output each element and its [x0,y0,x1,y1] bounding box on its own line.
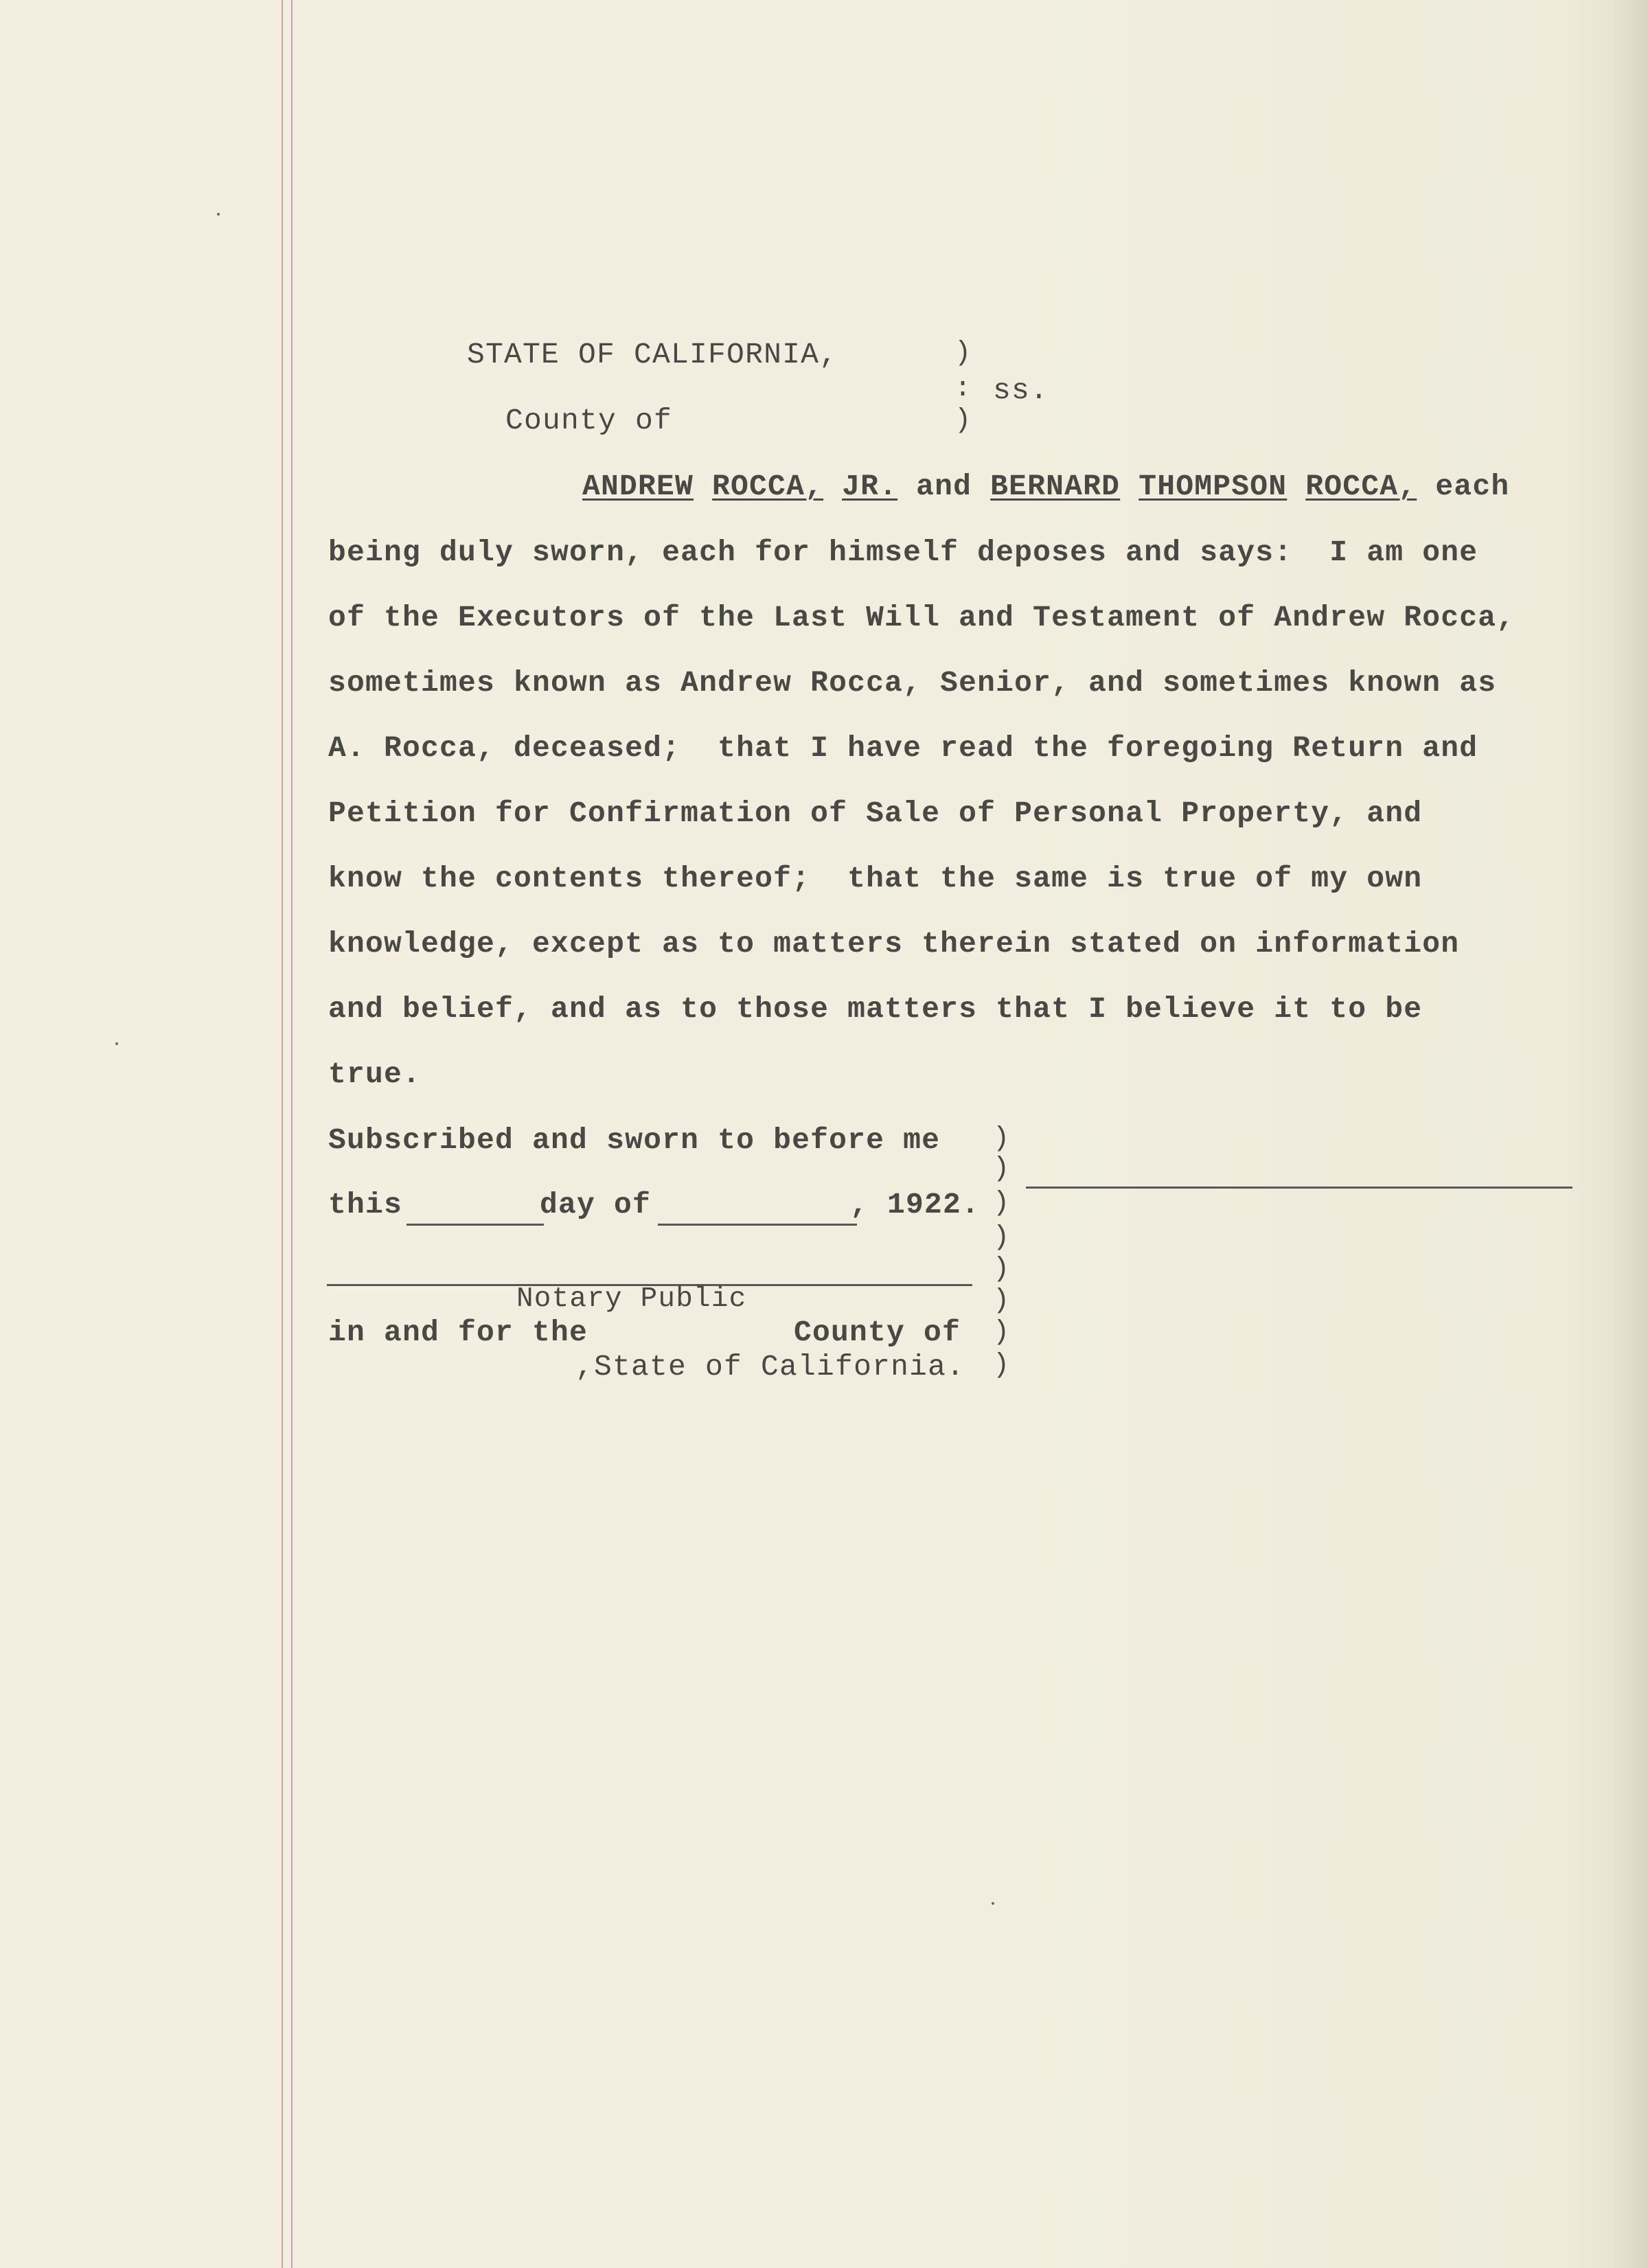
affiant-name-part: ROCCA, [712,470,824,503]
affiants-and: and [916,470,972,503]
body-line: A. Rocca, deceased; that I have read the foregoing Return and [328,731,1478,765]
jurat-county-of: County of [794,1316,961,1349]
jurat-day-of: day of [540,1188,652,1222]
affiant-name-part: ROCCA, [1305,470,1417,503]
body-line: of the Executors of the Last Will and Testament of Andrew Rocca, [328,601,1515,634]
month-blank-line [658,1224,857,1226]
jurat-paren: ) [993,1123,1010,1154]
paper-speck [115,1042,118,1045]
venue-colon: : [954,374,972,404]
jurat-this: this [328,1188,403,1222]
body-line: Petition for Confirmation of Sale of Personal Property, and [328,797,1423,830]
affiants-line [582,470,1509,504]
page-edge-shadow [1607,0,1648,2268]
jurat-subscribed: Subscribed and sworn to before me [328,1123,941,1157]
affiant-name-part: ANDREW [582,470,694,503]
venue-state: STATE OF CALIFORNIA, [467,338,838,371]
venue-ss: ss. [993,374,1049,407]
day-blank-line [407,1224,544,1226]
jurat-paren: ) [993,1285,1010,1316]
affiant-name-part: THOMPSON [1138,470,1288,503]
venue-paren-top: ) [954,338,972,369]
body-line: true. [328,1057,422,1091]
affiant-name-part: JR. [842,470,898,503]
jurat-paren: ) [993,1254,1010,1285]
affiant-signature-line [1026,1187,1572,1189]
jurat-paren: ) [993,1222,1010,1253]
jurat-paren: ) [993,1188,1010,1219]
paper-speck [217,213,220,216]
margin-rule-right [291,0,293,2268]
venue-county: County of [505,404,673,437]
venue-paren-bottom: ) [954,405,972,436]
jurat-notary-public: Notary Public [516,1283,747,1315]
paper-speck [992,1902,994,1905]
affiant-name-part: BERNARD [990,470,1121,503]
body-line: sometimes known as Andrew Rocca, Senior, and sometimes known as [328,666,1497,700]
affiants-each: each [1435,470,1510,503]
body-line: know the contents thereof; that the same is true of my own [328,862,1423,895]
body-line: knowledge, except as to matters therein stated on information [328,927,1460,961]
jurat-year: , 1922. [850,1188,981,1222]
jurat-paren: ) [993,1350,1010,1381]
jurat-paren: ) [993,1154,1010,1184]
body-line: being duly sworn, each for himself deposes and says: I am one [328,536,1478,569]
margin-rule-left [282,0,283,2268]
jurat-in-and-for: in and for the [328,1316,588,1349]
jurat-state: ,State of California. [575,1350,965,1384]
jurat-paren: ) [993,1317,1010,1348]
body-line: and belief, and as to those matters that I believe it to be [328,992,1423,1026]
